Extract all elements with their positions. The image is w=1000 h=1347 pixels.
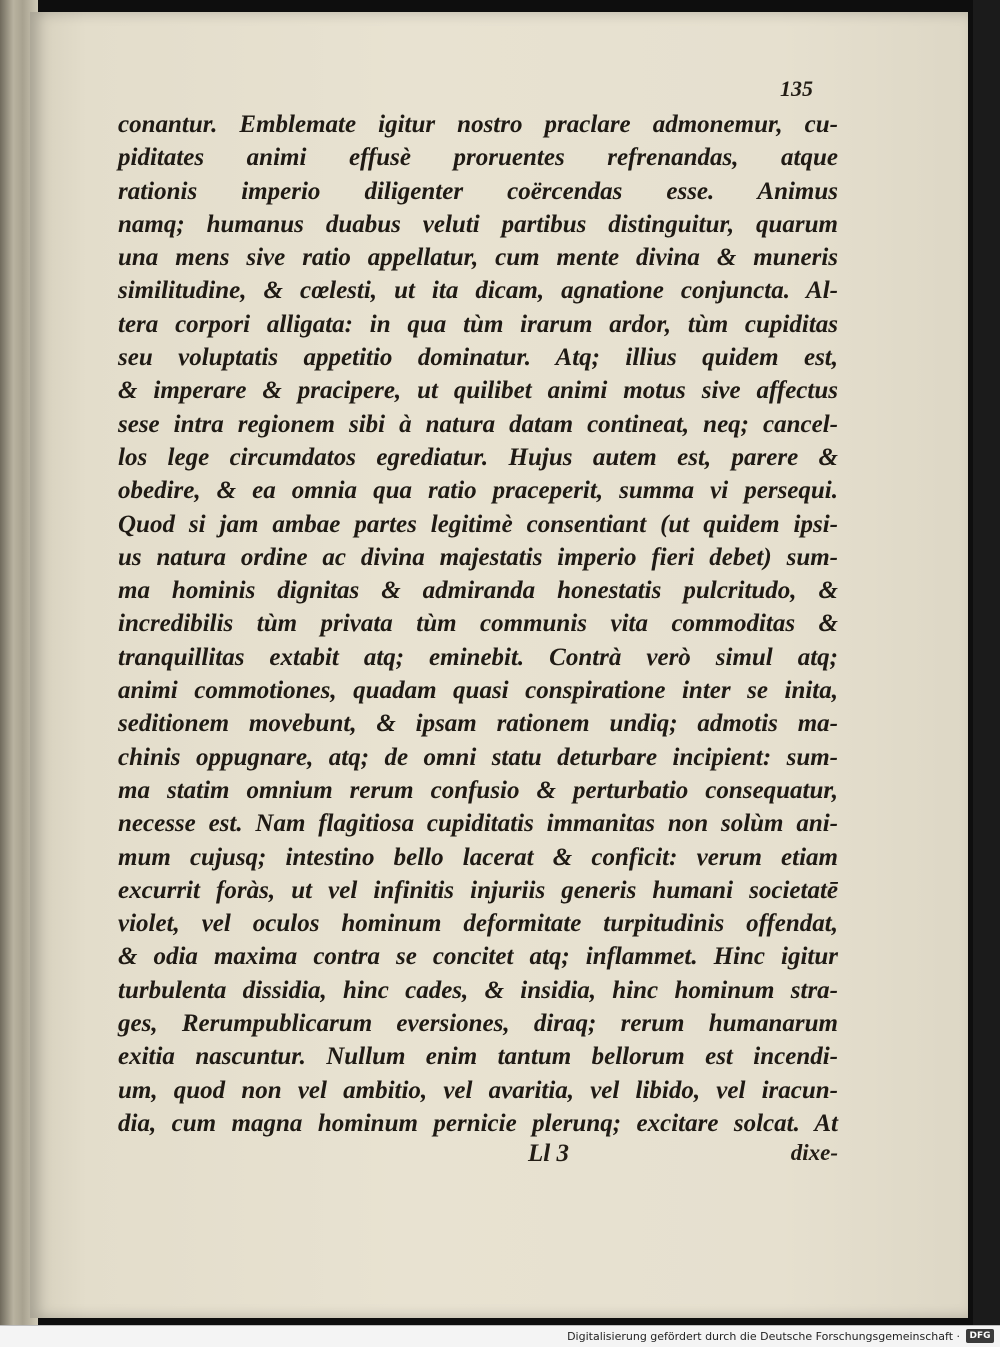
- text-line: piditates animi effusè proruentes refrenandas, atque: [118, 144, 838, 172]
- text-line: incredibilis tùm privata tùm communis vita commoditas &: [118, 610, 838, 638]
- page-footer: [118, 1140, 838, 1174]
- text-line: tranquillitas extabit atq; eminebit. Contrà verò simul atq;: [118, 643, 838, 671]
- text-line: obedire, & ea omnia qua ratio praceperit, summa vi persequi.: [118, 477, 838, 505]
- text-line: turbulenta dissidia, hinc cades, & insidia, hinc hominum stra-: [118, 976, 838, 1004]
- text-line: & odia maxima contra se concitet atq; inflammet. Hinc igitur: [118, 943, 838, 971]
- signature-mark: Ll 3: [528, 1140, 569, 1167]
- credit-bar: [0, 1325, 1000, 1347]
- funding-credit: Digitalisierung gefördert durch die Deutsche Forschungsgemeinschaft ·: [567, 1330, 960, 1343]
- text-line: ma statim omnium rerum confusio & perturbatio consequatur,: [118, 776, 838, 804]
- text-line: us natura ordine ac divina majestatis imperio fieri debet) sum-: [118, 543, 838, 571]
- text-line: seu voluptatis appetitio dominatur. Atq; illius quidem est,: [118, 344, 838, 372]
- text-line: una mens sive ratio appellatur, cum mente divina & muneris: [118, 244, 838, 272]
- text-line: um, quod non vel ambitio, vel avaritia, vel libido, vel iracun-: [118, 1076, 838, 1104]
- dfg-logo-icon: DFG: [966, 1329, 994, 1343]
- text-line: namq; humanus duabus veluti partibus distinguitur, quarum: [118, 210, 838, 238]
- text-line: animi commotiones, quadam quasi conspiratione inter se inita,: [118, 677, 838, 705]
- text-line: ges, Rerumpublicarum eversiones, diraq; rerum humanarum: [118, 1010, 838, 1038]
- text-line: tera corpori alligata: in qua tùm irarum ardor, tùm cupiditas: [118, 310, 838, 338]
- text-line: sese intra regionem sibi à natura datam contineat, neq; cancel-: [118, 410, 838, 438]
- text-block: [118, 108, 838, 1140]
- text-line: exitia nascuntur. Nullum enim tantum bellorum est incendi-: [118, 1043, 838, 1071]
- text-line: Quod si jam ambae partes legitimè consentiant (ut quidem ipsi-: [118, 510, 838, 538]
- text-line: dia, cum magna hominum pernicie plerunq; excitare solcat. At: [118, 1109, 838, 1137]
- text-line: excurrit foràs, ut vel infinitis injuriis generis humani societatē: [118, 876, 838, 904]
- text-line: chinis oppugnare, atq; de omni statu deturbare incipient: sum-: [118, 743, 838, 771]
- text-line: violet, vel oculos hominum deformitate turpitudinis offendat,: [118, 910, 838, 938]
- text-line: ma hominis dignitas & admiranda honestatis pulcritudo, &: [118, 577, 838, 605]
- text-line: los lege circumdatos egrediatur. Hujus autem est, parere &: [118, 443, 838, 471]
- catchword: dixe-: [790, 1140, 838, 1165]
- page-number: 135: [780, 76, 813, 101]
- text-line: rationis imperio diligenter coërcendas esse. Animus: [118, 177, 838, 205]
- book-page: [30, 12, 968, 1318]
- text-line: conantur. Emblemate igitur nostro praclare admonemur, cu-: [118, 111, 838, 138]
- text-line: similitudine, & cœlesti, ut ita dicam, agnatione conjuncta. Al-: [118, 277, 838, 305]
- text-line: necesse est. Nam flagitiosa cupiditatis immanitas non solùm ani-: [118, 810, 838, 838]
- text-line: seditionem movebunt, & ipsam rationem undiq; admotis ma-: [118, 710, 838, 738]
- text-line: & imperare & pracipere, ut quilibet animi motus sive affectus: [118, 377, 838, 405]
- text-line: mum cujusq; intestino bello lacerat & conficit: verum etiam: [118, 843, 838, 871]
